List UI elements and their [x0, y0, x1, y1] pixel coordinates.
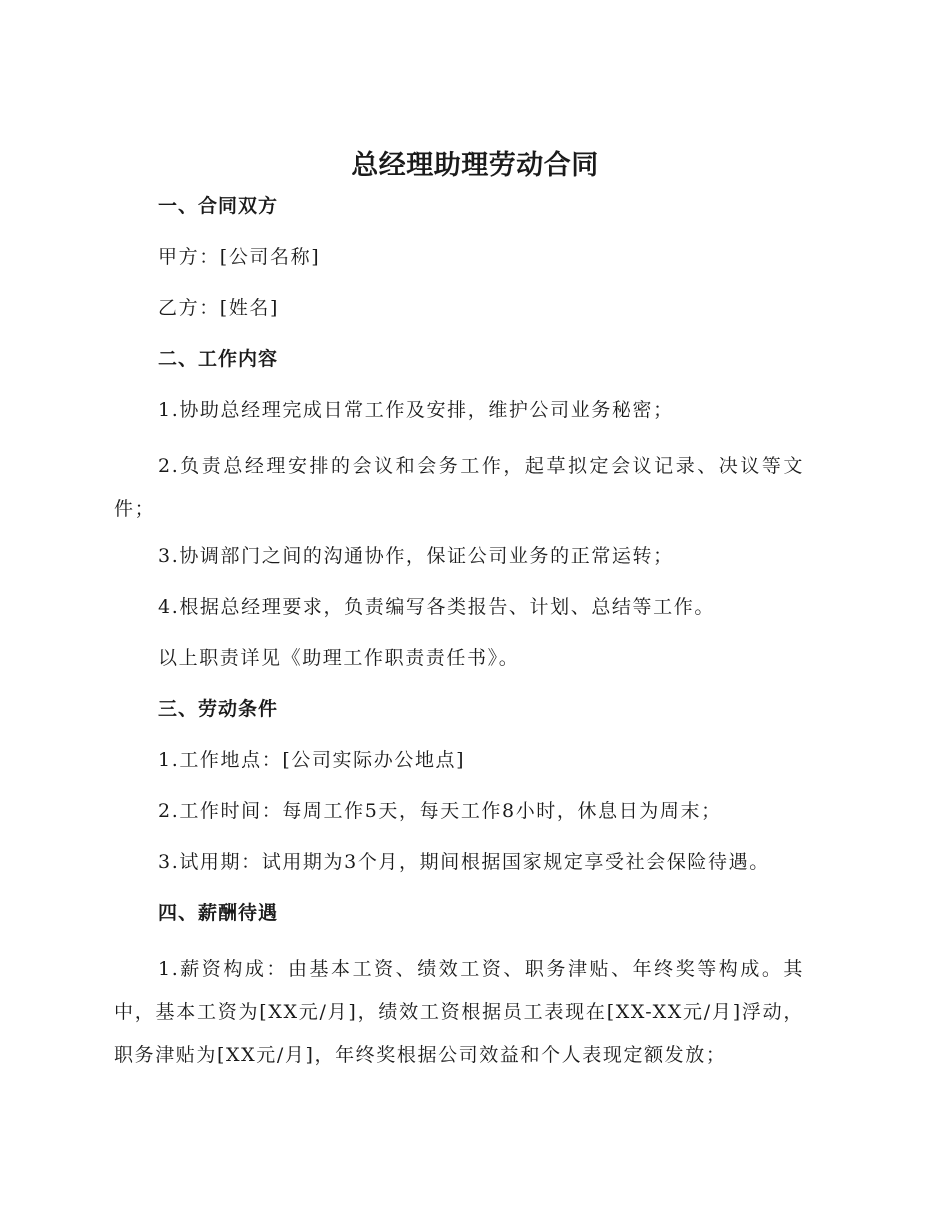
paragraph: 1.工作地点：[公司实际办公地点] [158, 749, 466, 771]
document-title: 总经理助理劳动合同 [351, 150, 599, 181]
section-compensation [114, 897, 804, 1077]
paragraph: 1.协助总经理完成日常工作及安排，维护公司业务秘密； [158, 399, 674, 421]
section-job-content [114, 343, 804, 674]
paragraph: 3.试用期：试用期为3个月，期间根据国家规定享受社会保险待遇。 [158, 851, 770, 873]
section-heading: 四、薪酬待遇 [158, 902, 279, 924]
paragraph: 3.协调部门之间的沟通协作，保证公司业务的正常运转； [158, 545, 674, 567]
section-working-conditions [114, 693, 804, 878]
paragraph: 以上职责详见《助理工作职责责任书》。 [158, 647, 520, 669]
section-heading: 一、合同双方 [158, 195, 279, 217]
party-a-line: 甲方：[公司名称] [158, 246, 321, 268]
paragraph: 2.工作时间：每周工作5天，每天工作8小时，休息日为周末； [158, 800, 722, 822]
party-b-line: 乙方：[姓名] [158, 297, 280, 319]
section-heading: 三、劳动条件 [158, 698, 279, 720]
paragraph: 4.根据总经理要求，负责编写各类报告、计划、总结等工作。 [158, 596, 715, 618]
paragraph: 2.负责总经理安排的会议和会务工作，起草拟定会议记录、决议等文件； [114, 455, 804, 520]
section-parties [114, 190, 804, 324]
document-body [114, 190, 804, 1086]
paragraph: 1.薪资构成：由基本工资、绩效工资、职务津贴、年终奖等构成。其中，基本工资为[XX元/月]，绩效工资根据员工表现在[XX-XX元/月]浮动，职务津贴为[XX元/月]，年终奖根据公司效益和个人表现定额发放； [114, 958, 804, 1066]
section-heading: 二、工作内容 [158, 348, 279, 370]
